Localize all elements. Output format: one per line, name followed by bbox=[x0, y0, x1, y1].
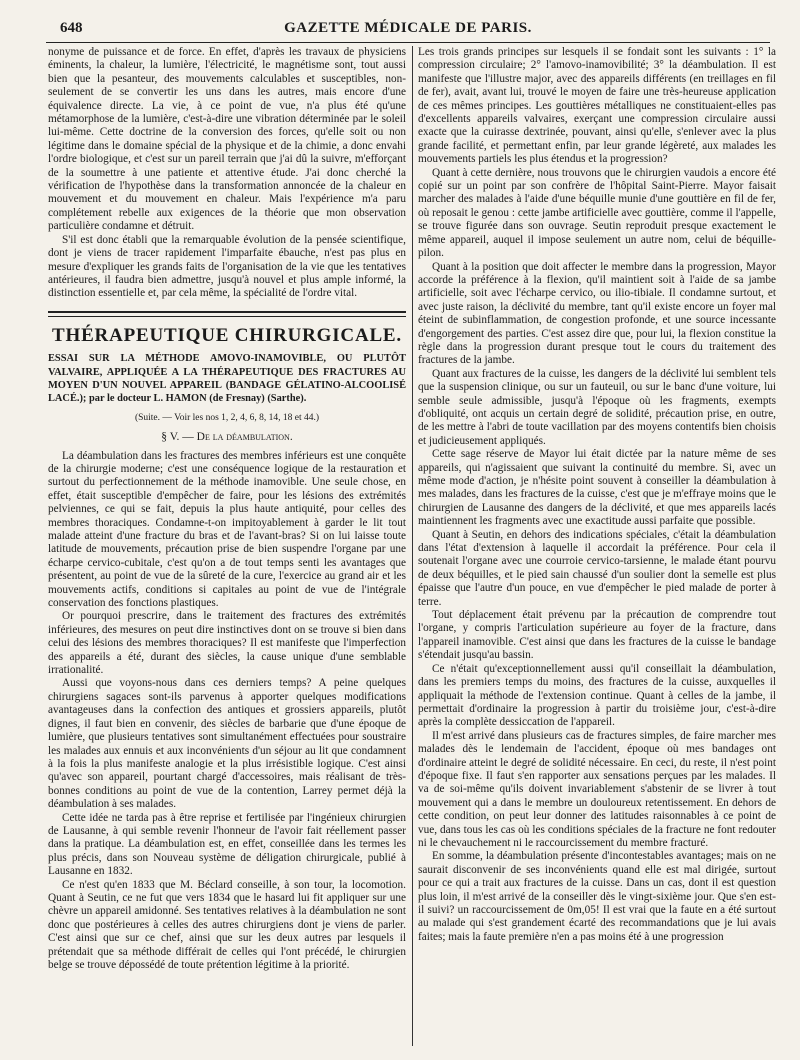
paragraph: nonyme de puissance et de force. En effet, d'après les travaux de physiciens éminents, la chaleur, la lumière, l'électricité, le magnétisme sont, tout aussi bien que la pesanteur, des mouvements calculables et susceptibles, non-seulement de se convertir les uns dans les autres, mais encore d'une équivalence directe. La vie, à ce point de vue, n'a plus été qu'une métamorphose de la lumière, c'est-à-dire une vibration déterminée par le soleil lui-même. Cette doctrine de la conversion des forces, qu'elle soit ou non légitime dans le domaine spécial de la physique et de la chimie, a donc envahi l'ordre biologique, et c'est sur un pareil terrain que j'ai dû la suivre, m'efforçant de la soumettre à une patiente et attentive étude. J'ai donc cherché la vérification de l'hypothèse dans la transformation annoncée de la chaleur en mouvement et du mouvement en chaleur. Mais l'expérience m'a paru complétement rebelle aux exigences de la théorie que mon observation particulière condamne et détruit. bbox=[48, 46, 406, 233]
journal-title: GAZETTE MÉDICALE DE PARIS. bbox=[284, 20, 532, 36]
paragraph: S'il est donc établi que la remarquable évolution de la pensée scientifique, dont je viens de tracer rapidement l'imparfaite ébauche, n'est pas plus en mesure d'expliquer les grands faits de l'organisation de la vie que les tentatives antérieures, il faudra bien admettre, jusqu'à nouvel et plus ample informé, la distinction essentielle et, par cela même, la spécialité de l'ordre vital. bbox=[48, 233, 406, 300]
essay-title: ESSAI SUR LA MÉTHODE AMOVO-INAMOVIBLE, OU PLUTÔT VALVAIRE, APPLIQUÉE A LA THÉRAPEUTIQUE DES FRACTURES AU MOYEN D'UN NOUVEL APPAREIL (BANDAGE GÉLATINO-ALCOOLISÉ LACÉ.); par le docteur L. HAMON (de Fresnay) (Sarthe). bbox=[48, 353, 406, 405]
paragraph: Les trois grands principes sur lesquels il se fondait sont les suivants : 1° la compression circulaire; 2° l'amovo-inamovibilité; 3° la déambulation. Il est manifeste que l'illustre major, avec des appareils différents (en treillages en fil de fer), avait, avant lui, trouvé le moyen de faire une très-heureuse application de ces mêmes principes. Les gouttières métalliques ne constituaient-elles pas d'excellents appareils valvaires, exerçant une compression circulaire aussi exacte que la cuirasse dextrinée, pouvant, ainsi qu'elle, s'enlever avec la plus grande facilité, et permettant enfin, par leur grande légèreté, aux malades les mouvements partiels les plus étendus et la progression? bbox=[418, 46, 776, 166]
left-column bbox=[48, 46, 406, 1046]
paragraph: La déambulation dans les fractures des membres inférieurs est une conquête de la chirurgie moderne; c'est une conséquence logique de la restauration et surtout du perfectionnement de la méthode inamovible. Une seule chose, en effet, était susceptible d'empêcher de faire, pour les lésions des extrémités pelviennes, ce qui se fait, depuis la plus haute antiquité, pour celles des membres thoraciques. Condamne-t-on impitoyablement à garder le lit tout malade atteint d'une fracture du bras et de l'avant-bras? Si on lui laisse toute latitude de mouvements, précaution prise de bien suspendre l'organe par une écharpe cervico-cubitale, c'est qu'on a de tout temps senti les avantages que présentent, au point de vue de la sûreté de la cure, l'exercice au grand air et les mouvements actifs, conditions si capitales au point de vue de l'intégrale conservation des fonctions plastiques. bbox=[48, 449, 406, 610]
page-number: 648 bbox=[60, 20, 83, 36]
paragraph: Ce n'est qu'en 1833 que M. Béclard conseille, à son tour, la locomotion. Quant à Seutin, ce ne fut que vers 1834 que le hasard lui fit appliquer sur une chèvre un appareil amidonné. Ses tentatives relatives à la déambulation ne sont donc que postérieures à celles des autres chirurgiens dont je viens de parler. C'est ainsi que sur ce chef, ainsi que sur les deux autres par lesquels il prétendait que sa méthode différait de celles qui l'ont précédé, le chirurgien belge se trouve dépossédé de toute prétention légitime à la priorité. bbox=[48, 878, 406, 971]
paragraph: Or pourquoi prescrire, dans le traitement des fractures des extrémités inférieures, des mesures on peut dire instinctives dont on se trouve si bien dans celui des lésions des membres thoraciques? Il est manifeste que l'imperfection des appareils a été, durant des siècles, la cause unique d'une semblable irrationalité. bbox=[48, 610, 406, 677]
column-divider bbox=[412, 46, 413, 1046]
section-rule bbox=[48, 316, 406, 317]
paragraph: Quant aux fractures de la cuisse, les dangers de la déclivité lui semblent tels que la suspension clinique, ou sur un fauteuil, ou sur le banc d'une voiture, lui semble seule admissible, jusqu'à l'époque où les fragments, exempts d'obliquité, ont acquis un certain degré de solidité, précaution prise, en outre, de les mettre à l'abri de toute vacillation par des moyens contentifs bien choisis et judicieusement appliqués. bbox=[418, 367, 776, 447]
paragraph: Ce n'était qu'exceptionnellement aussi qu'il conseillait la déambulation, dans les premiers temps du moins, des fractures de la cuisse, auxquelles il appliquait la méthode de l'extension continue. Quant à celles de la jambe, il permettait d'ordinaire la progression à partir du troisième jour, c'est-à-dire après la complète dessiccation de l'appareil. bbox=[418, 662, 776, 729]
section-rule bbox=[48, 311, 406, 313]
paragraph: Quant à cette dernière, nous trouvons que le chirurgien vaudois a encore été copié sur un point par son confrère de l'hôpital Saint-Pierre. Mayor faisait marcher des malades à l'aide d'une béquille munie d'une gouttière en fil de fer, où reposait le genou : cette jambe artificielle avec gouttière, comme il l'appelle, se trouve figurée dans son ouvrage. Seutin reproduit presque exactement le même appareil, auquel il impose seulement un autre nom, celui de béquille-pilon. bbox=[418, 166, 776, 260]
section-title: THÉRAPEUTIQUE CHIRURGICALE. bbox=[52, 324, 402, 346]
paragraph: Cette idée ne tarda pas à être reprise et fertilisée par l'ingénieux chirurgien de Lausanne, à qui semble revenir l'honneur de l'avoir fait réellement passer dans la pratique. La déambulation est, en effet, conseillée dans les termes les plus précis, dans son Nouveau système de déligation chirurgicale, publié à Lausanne en 1832. bbox=[48, 811, 406, 878]
continuation-note: (Suite. — Voir les nos 1, 2, 4, 6, 8, 14, 18 et 44.) bbox=[134, 412, 320, 423]
paragraph: Quant à la position que doit affecter le membre dans la progression, Mayor accorde la préférence à la flexion, qu'il maintient soit à l'aide de sa jambe artificielle, soit avec l'écharpe cervico, ou ilio-tibiale. Il condamne surtout, et avec juste raison, la déclivité du membre, tant qu'il existe encore un foyer mal éteint de subinflammation, de congestion profonde, et une source incessante d'engorgement des parties. C'est assez dire que, pour lui, la flexion constitue la règle dans la progression durant presque tout le cours du traitement des fractures de la jambe. bbox=[418, 260, 776, 367]
paragraph: En somme, la déambulation présente d'incontestables avantages; mais on ne saurait disconvenir de ses inconvénients quand elle est mal dirigée, surtout pour ce qui a trait aux fractures de la cuisse. Dans un cas, dont il est question plus loin, il m'est arrivé de la conseiller dès le vingt-sixième jour. Que s'en est-il suivi? un raccourcissement de 0m,05! Il est vrai que la faute en a été surtout au malade qui s'est grandement écarté des recommandations que je lui avais faites; mais la faute première n'en a pas moins été à une progression bbox=[418, 850, 776, 943]
right-column bbox=[418, 46, 776, 1046]
paragraph: Aussi que voyons-nous dans ces derniers temps? A peine quelques chirurgiens sagaces sont-ils parvenus à apporter quelques modifications avantageuses dans la confection des antiques et grossiers appareils, plutôt dignes, il faut bien en convenir, des siècles de barbarie que d'une époque de lumière, que plusieurs tentatives sont simultanément effectuées pour soustraire les malades aux ennuis et aux inconvénients d'un séjour au lit que condamnent à la fois la plus manifeste analogie et la plus irrésistible logique. C'est ainsi qu'avec son appareil, pourtant chargé d'accessoires, mais réalisant de très-bonnes conditions au point de vue de la contention, Larrey permet déjà la déambulation à ses malades. bbox=[48, 677, 406, 811]
paragraph: Tout déplacement était prévenu par la précaution de comprendre tout l'organe, y compris l'articulation supérieure au foyer de la fracture, dans l'appareil inamovible. C'est ainsi que dans les fractures de la cuisse le bandage s'étendait jusqu'au bassin. bbox=[418, 609, 776, 662]
paragraph: Cette sage réserve de Mayor lui était dictée par la nature même de ses appareils, qui n'agissaient que suivant la continuité du membre. Si, avec un même mode d'action, je n'hésite point souvent à conseiller la déambulation à mes malades, dans les fractures de la cuisse, c'est que je m'effraye moins que le chirurgien de Lausanne des dangers de la déclivité, et que mes appareils lacés maintiennent les fragments avec une exactitude aussi parfaite que possible. bbox=[418, 448, 776, 528]
paragraph: Il m'est arrivé dans plusieurs cas de fractures simples, de faire marcher mes malades dès le lendemain de l'accident, époque où mes bandages ont d'ordinaire atteint le degré de solidité nécessaire. En ceci, du reste, il n'est point d'époque fixe. Il faut s'en rapporter aux sensations perçues par les malades. Il va de soi-même qu'ils doivent invariablement s'abstenir de se livrer à tout mouvement qui a dans le membre un douloureux retentissement. En dehors de cette condition, on peut leur donner des latitudes raisonnables à ce point de vue, dans tous les cas où les conditions spéciales de la fracture ne font redouter ni le chevauchement ni le raccourcissement du membre fracturé. bbox=[418, 729, 776, 849]
subsection-heading: § V. — De la déambulation. bbox=[161, 431, 293, 444]
page-header bbox=[46, 18, 770, 43]
paragraph: Quant à Seutin, en dehors des indications spéciales, c'était la déambulation dans l'état d'extension à laquelle il accordait la préférence. Pour cela il soutenait l'organe avec une courroie cervico-tarsienne, le malade étant pourvu de deux béquilles, et le pied sain chaussé d'un soulier dont la semelle est plus épaisse que l'autre d'un pouce, en vue d'empêcher le pied malade de porter à terre. bbox=[418, 528, 776, 608]
